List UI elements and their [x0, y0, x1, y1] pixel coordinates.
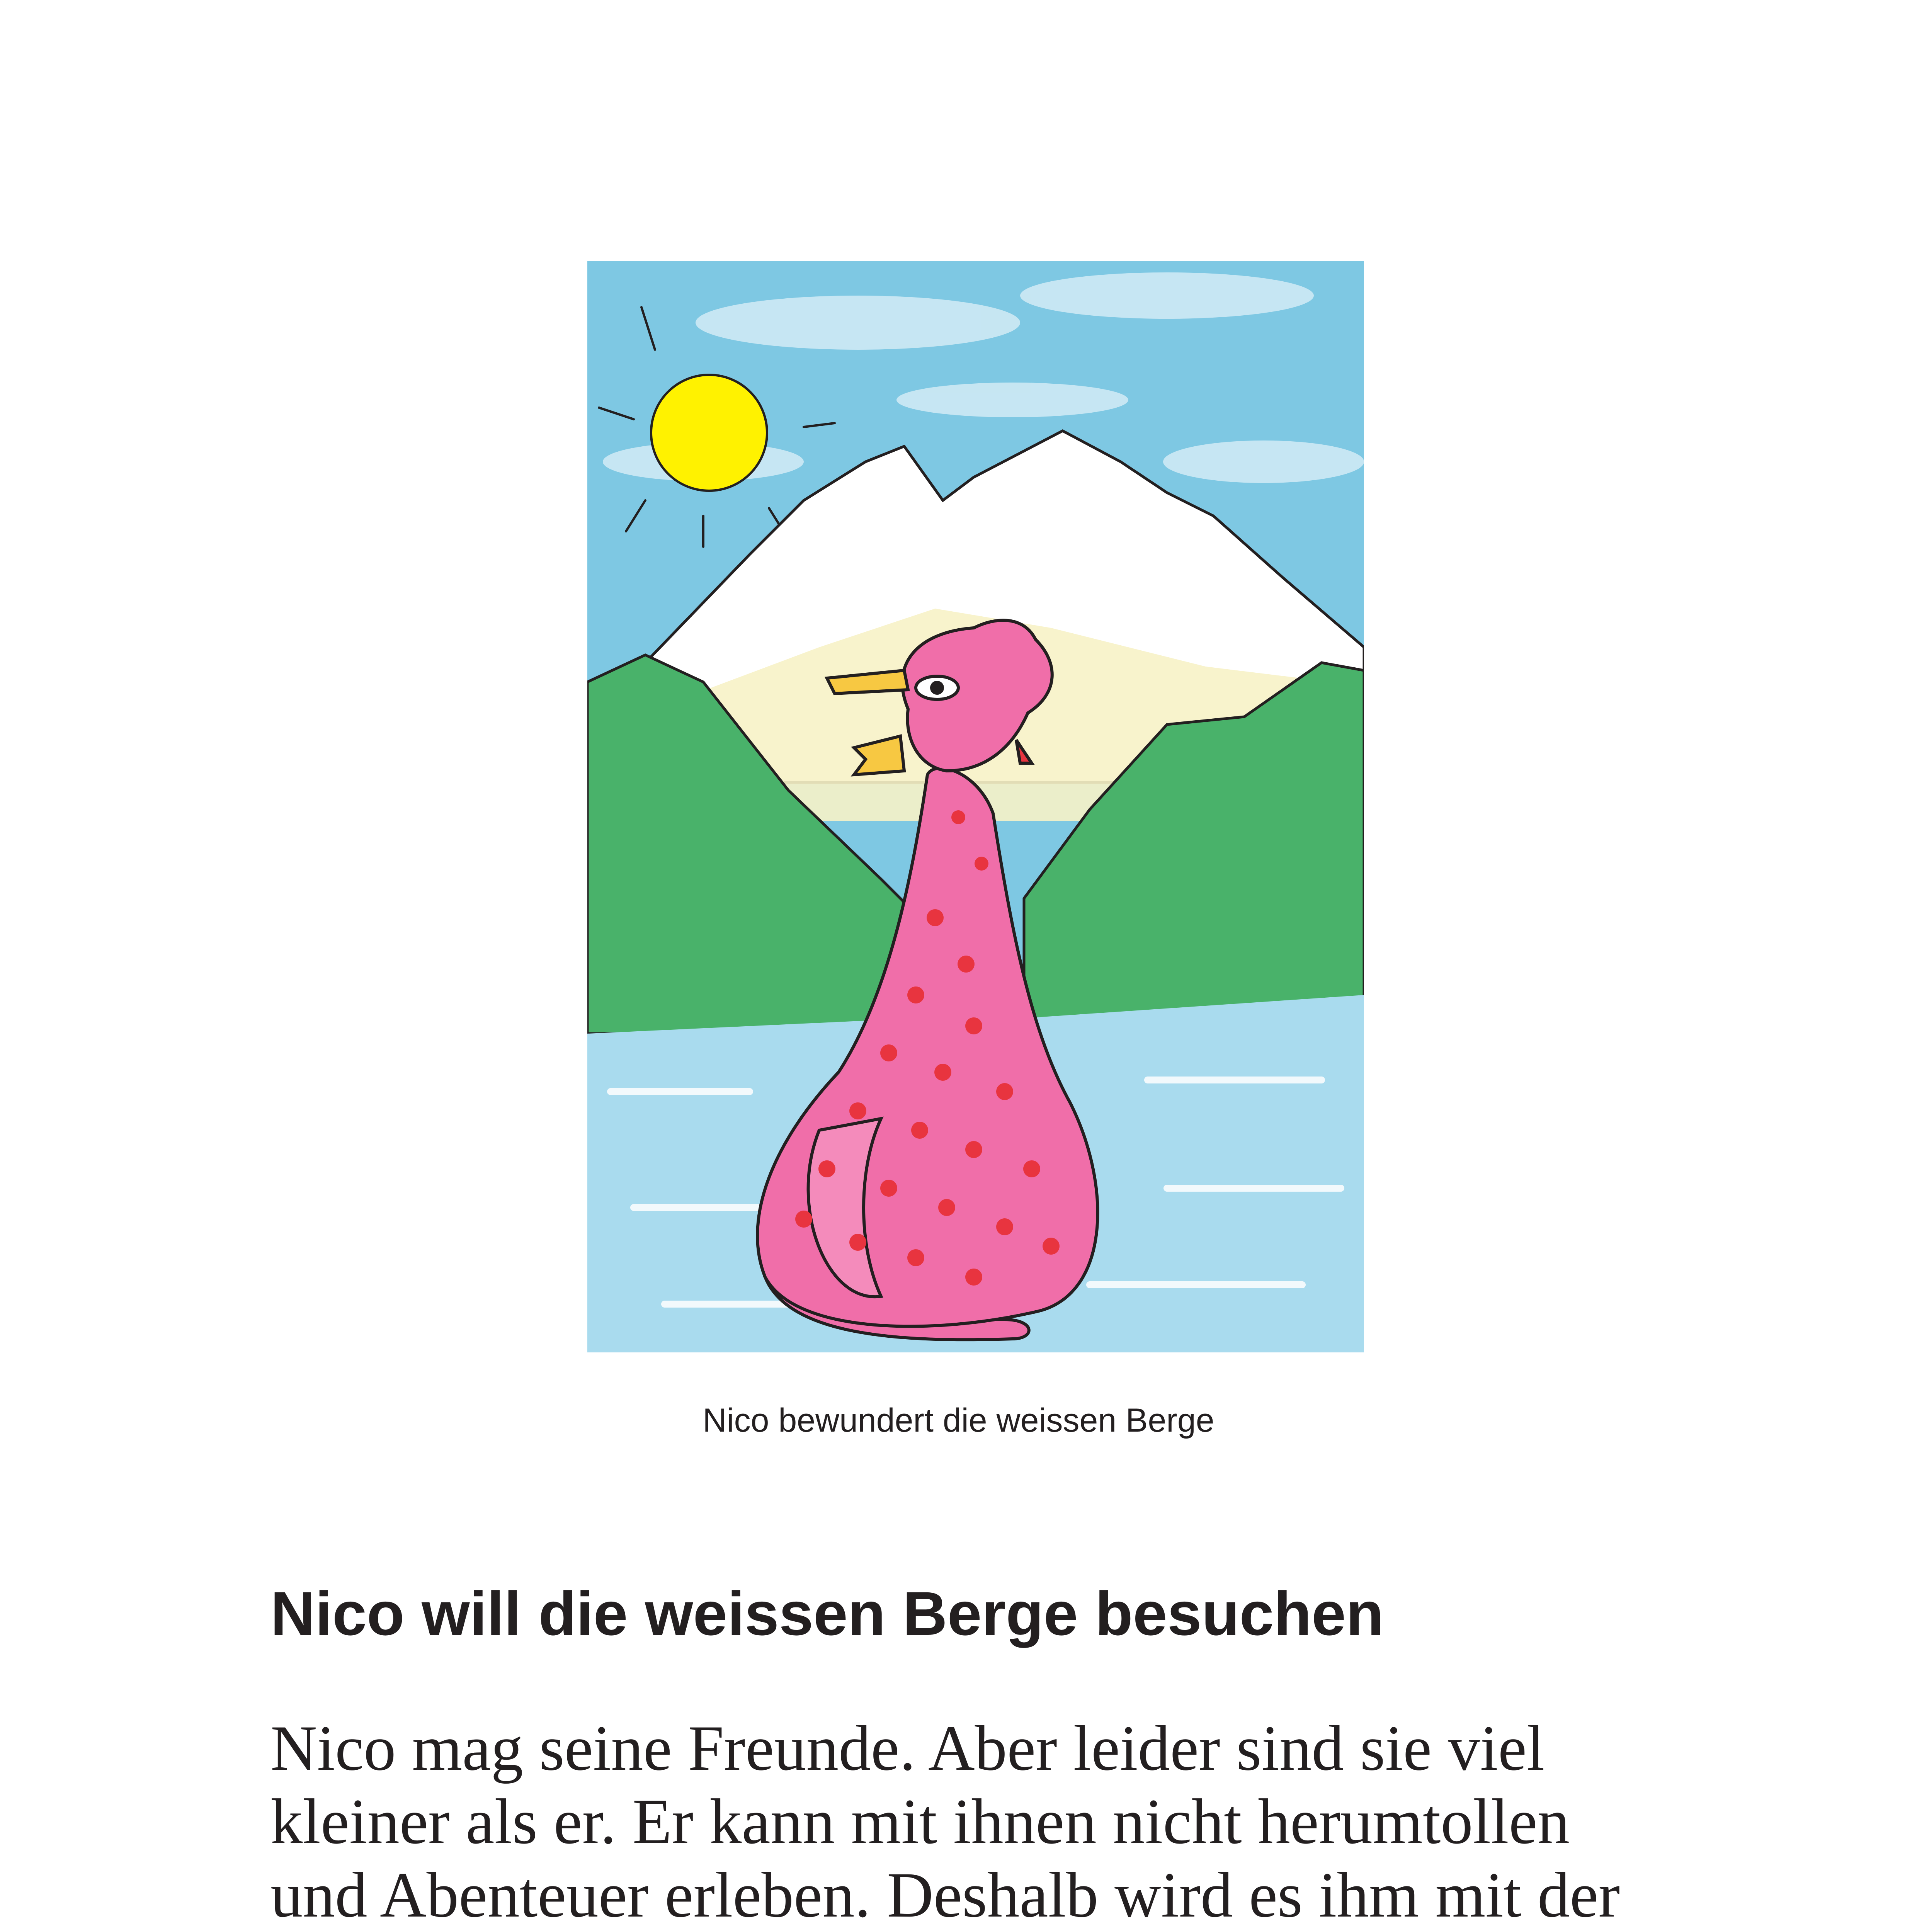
illustration-caption: Nico bewundert die weissen Berge — [703, 1402, 1214, 1439]
paragraph-line: Nico mag seine Freunde. Aber leider sind sie viel — [270, 1713, 1545, 1784]
illustration-svg — [587, 261, 1364, 1352]
dragon-mountain-illustration — [587, 261, 1364, 1352]
paragraph-line: kleiner als er. Er kann mit ihnen nicht herumtollen — [270, 1786, 1570, 1857]
paragraph-line: und Abenteuer erleben. Deshalb wird es ihm mit der — [270, 1859, 1620, 1931]
story-paragraph — [270, 1712, 1700, 1932]
story-heading: Nico will die weissen Berge besuchen — [270, 1579, 1384, 1648]
